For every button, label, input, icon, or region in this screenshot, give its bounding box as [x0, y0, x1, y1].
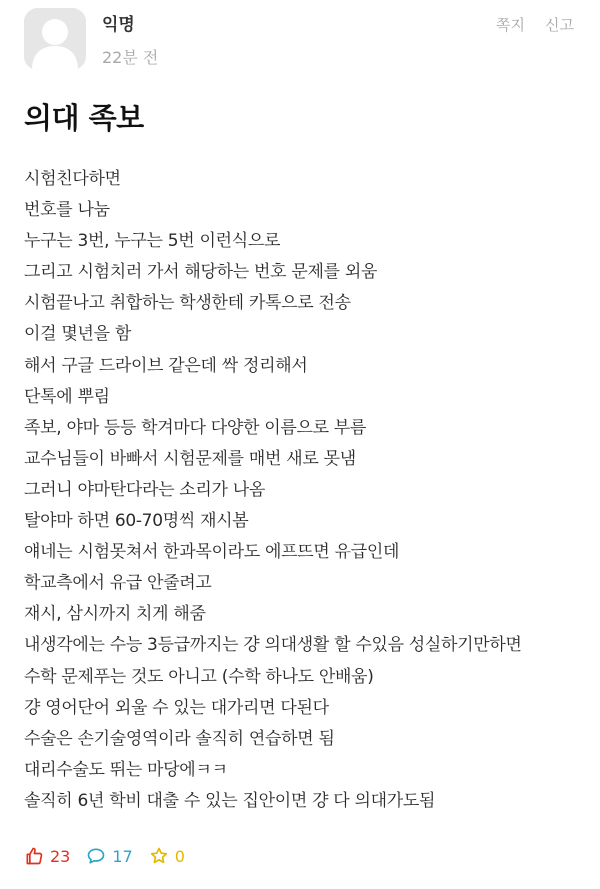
post-line: 교수님들이 바빠서 시험문제를 매번 새로 못냄	[24, 448, 356, 469]
post-line: 내생각에는 수능 3등급까지는 걍 의대생활 할 수있음 성실하기만하면	[24, 635, 522, 656]
post-line: 학교측에서 유급 안줄려고	[24, 573, 212, 594]
comment-button[interactable]	[86, 846, 132, 866]
post-line: 수학 문제푸는 것도 아니고 (수학 하나도 안배움)	[24, 666, 374, 687]
post-line: 이걸 몇년을 함	[24, 324, 131, 345]
comment-bubble-icon	[86, 846, 106, 866]
post-actions	[496, 14, 574, 35]
post-line: 솔직히 6년 학비 대출 수 있는 집안이면 걍 다 의대가도됨	[24, 790, 436, 811]
post-line: 족보, 야마 등등 학겨마다 다양한 이름으로 부름	[24, 417, 367, 438]
post-line: 누구는 3번, 누구는 5번 이런식으로	[24, 231, 281, 252]
post-line: 시험친다하면	[24, 169, 121, 189]
post-line: 시험끝나고 취합하는 학생한테 카톡으로 전송	[24, 293, 351, 314]
post-body	[24, 164, 584, 817]
post-header	[0, 0, 600, 80]
scrap-count: 0	[174, 846, 185, 866]
post-time: 22분 전	[102, 48, 159, 67]
thumbs-up-icon	[24, 846, 44, 866]
post-line: 탈야마 하면 60-70명씩 재시봄	[24, 511, 249, 532]
post-line: 재시, 삼시까지 치게 해줌	[24, 604, 206, 625]
post-line: 얘네는 시험못쳐서 한과목이라도 에프뜨면 유급인데	[24, 542, 400, 563]
post-title: 의대 족보	[24, 101, 144, 135]
post-line: 단톡에 뿌림	[24, 386, 110, 407]
post-line: 해서 구글 드라이브 같은데 싹 정리해서	[24, 355, 308, 376]
post-line: 걍 영어단어 외울 수 있는 대가리면 다된다	[24, 697, 329, 718]
post-stats	[24, 846, 185, 866]
star-icon	[149, 846, 169, 866]
default-avatar-icon[interactable]	[24, 8, 86, 70]
post-line: 번호를 나눔	[24, 200, 110, 221]
scrap-button[interactable]	[149, 846, 185, 866]
post-line: 수술은 손기술영역이라 솔직히 연습하면 됨	[24, 728, 335, 749]
message-button[interactable]: 쪽지	[496, 16, 526, 34]
like-button[interactable]	[24, 846, 70, 866]
post-line: 그러니 야마탄다라는 소리가 나옴	[24, 479, 266, 500]
post-line: 대리수술도 뛰는 마당에ㅋㅋ	[24, 759, 228, 780]
comment-count: 17	[112, 846, 133, 866]
author-name: 익명	[102, 15, 135, 35]
report-button[interactable]: 신고	[545, 16, 574, 34]
like-count: 23	[50, 846, 71, 866]
post-line: 그리고 시험치러 가서 해당하는 번호 문제를 외움	[24, 262, 378, 283]
